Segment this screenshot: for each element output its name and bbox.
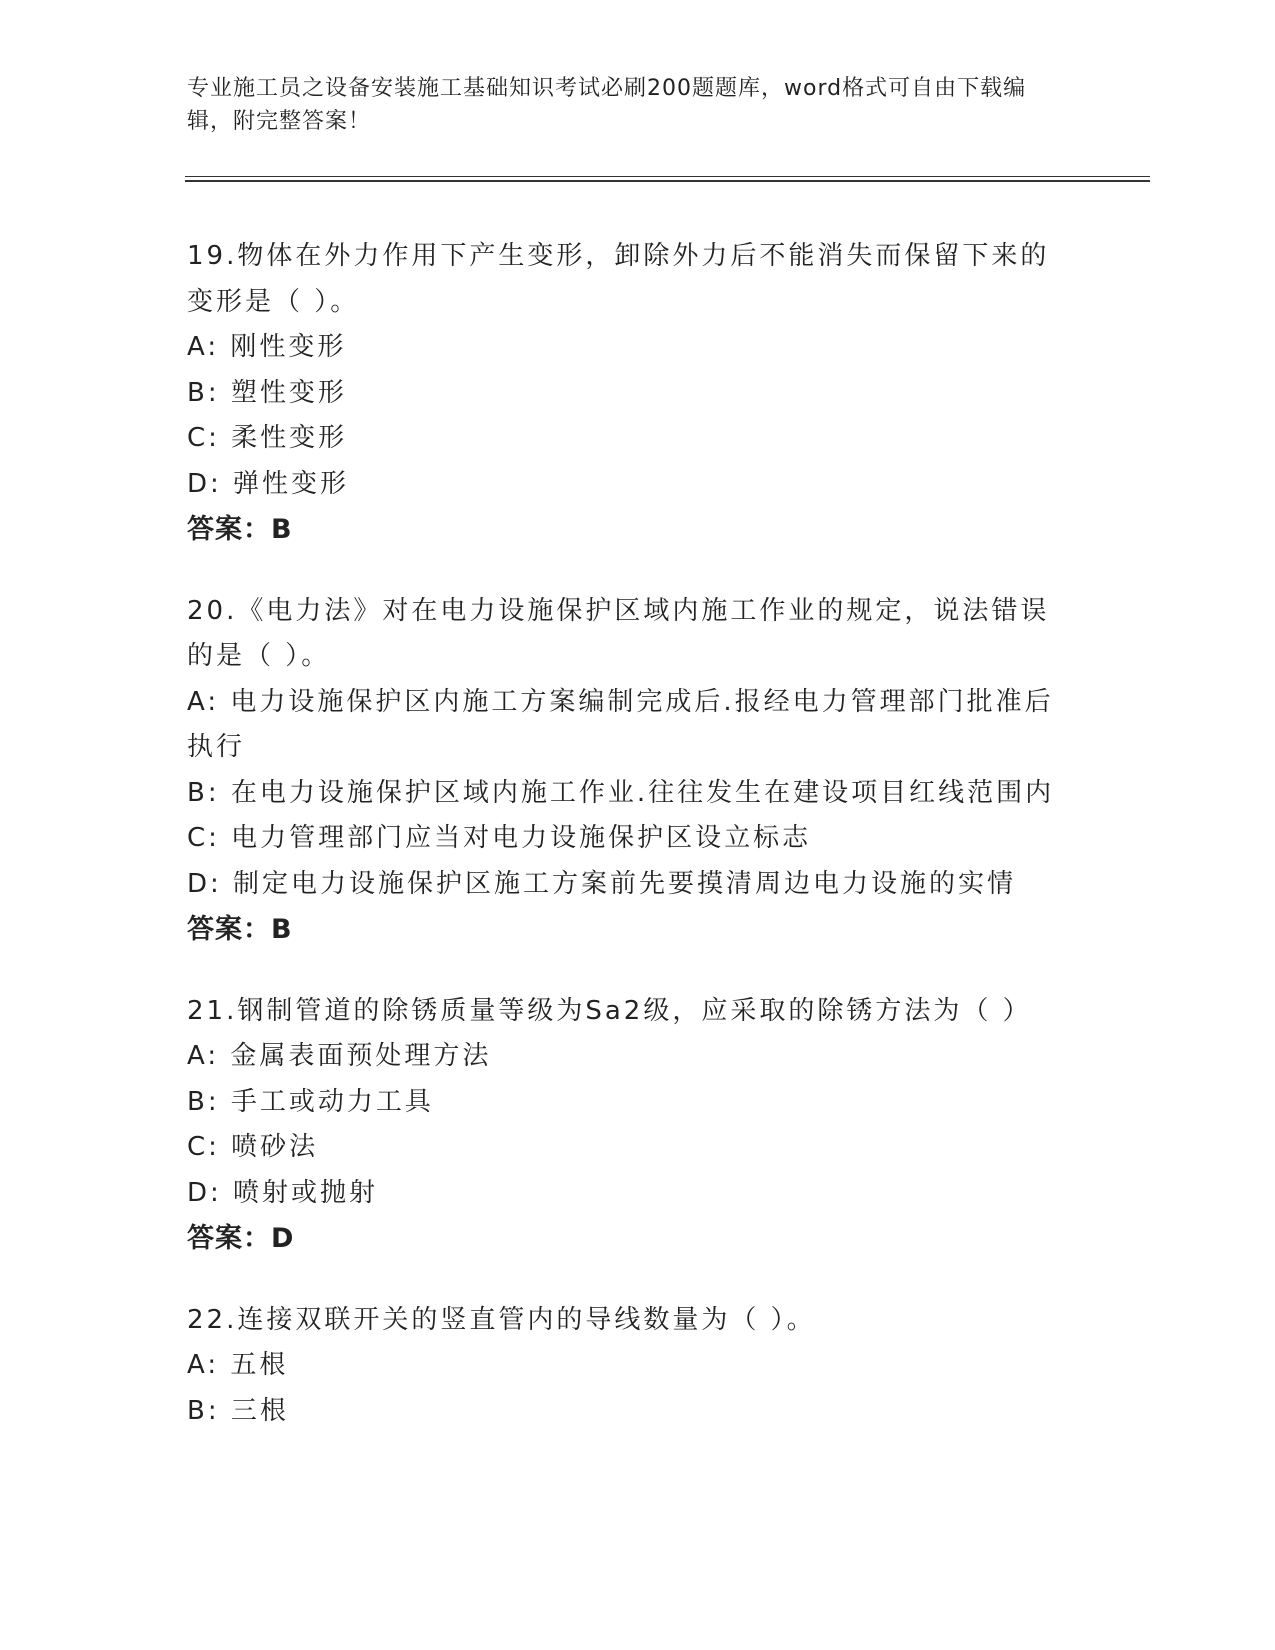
option-b: B: 三根 [187,1395,289,1426]
question-20 [187,589,1067,953]
question-stem: 21.钢制管道的除锈质量等级为Sa2级，应采取的除锈方法为（ ） [187,995,1032,1026]
option-d: D: 喷射或抛射 [187,1177,379,1208]
option-d: D: 弹性变形 [187,468,350,499]
option-c: C: 柔性变形 [187,423,348,453]
option-a: A: 五根 [187,1350,289,1380]
answer: 答案：B [187,914,293,945]
question-22 [187,1298,1067,1435]
answer: 答案：B [187,514,293,545]
answer: 答案：D [187,1223,295,1254]
option-a: A: 电力设施保护区内施工方案编制完成后.报经电力管理部门批准后执行 [187,686,1054,762]
header-divider [185,176,1150,182]
option-d: D: 制定电力设施保护区施工方案前先要摸清周边电力设施的实情 [187,868,1017,899]
document-header [187,72,1067,138]
option-c: C: 电力管理部门应当对电力设施保护区设立标志 [187,823,812,853]
option-b: B: 手工或动力工具 [187,1086,434,1117]
question-21 [187,989,1067,1262]
question-stem: 19.物体在外力作用下产生变形，卸除外力后不能消失而保留下来的变形是（ ）。 [187,241,1050,317]
question-list [187,234,1067,1470]
question-stem: 22.连接双联开关的竖直管内的导线数量为（ ）。 [187,1304,816,1335]
header-title: 专业施工员之设备安装施工基础知识考试必刷200题题库，word格式可自由下载编辑，附完整答案！ [187,76,1027,134]
question-19 [187,234,1067,553]
option-a: A: 刚性变形 [187,332,347,362]
option-b: B: 塑性变形 [187,377,347,408]
option-a: A: 金属表面预处理方法 [187,1041,492,1071]
option-c: C: 喷砂法 [187,1132,319,1162]
option-b: B: 在电力设施保护区域内施工作业.往往发生在建设项目红线范围内 [187,777,1055,808]
question-stem: 20.《电力法》对在电力设施保护区域内施工作业的规定，说法错误的是（ ）。 [187,595,1050,671]
